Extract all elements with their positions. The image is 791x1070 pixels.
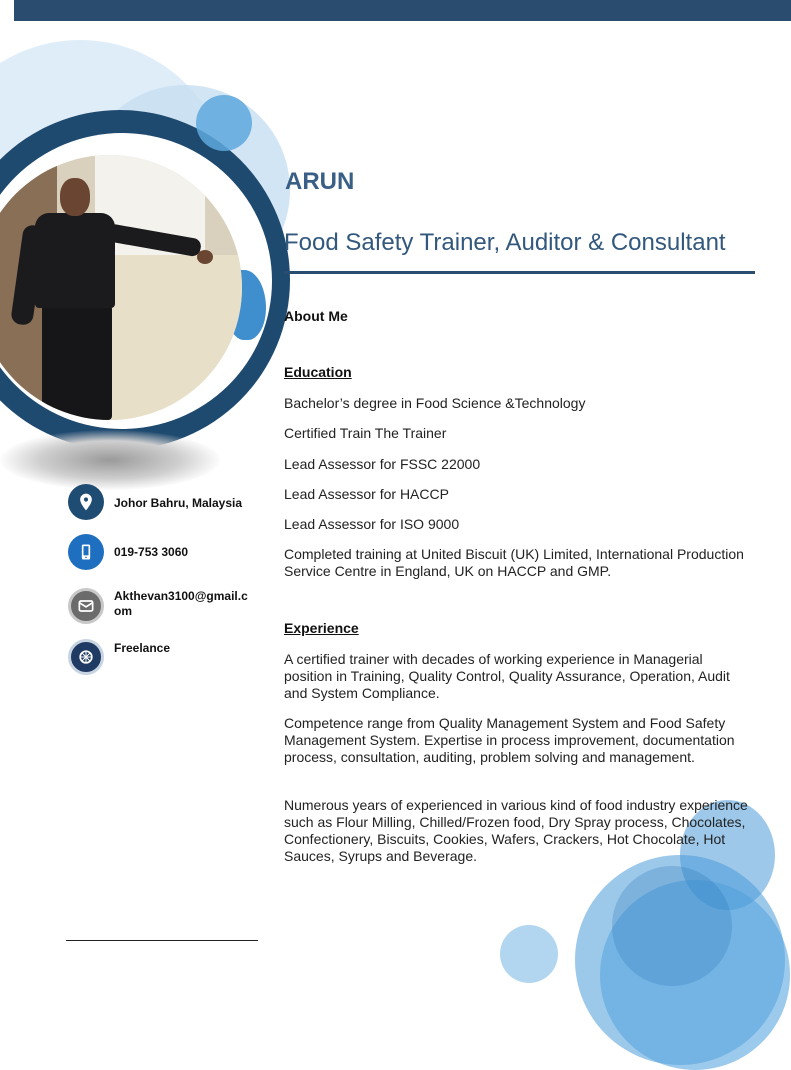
contact-location bbox=[68, 484, 252, 520]
education-item: Lead Assessor for FSSC 22000 bbox=[284, 456, 481, 472]
map-pin-icon bbox=[68, 484, 104, 520]
education-item: Lead Assessor for ISO 9000 bbox=[284, 516, 460, 532]
education-heading: Education bbox=[284, 364, 352, 380]
photo-person bbox=[35, 213, 115, 308]
experience-paragraph: A certified trainer with decades of working experience in Managerial position in Training, Quality Control, Quality Assurance, Operation, Audit and System Compliance. bbox=[284, 651, 730, 701]
decor-bubble bbox=[612, 866, 732, 986]
divider bbox=[66, 940, 258, 941]
experience-paragraph: Numerous years of experienced in various kind of food industry experience such as Flour Milling, Chilled/Frozen food, Dry Spray process, Chocolates, Confectionery, Biscuits, Cookies, Wafers, Crackers, Hot Chocolate, Hot Sauces, Syrups and Beverage. bbox=[284, 797, 748, 864]
candidate-role: Food Safety Trainer, Auditor & Consultant bbox=[284, 229, 726, 256]
education-item: Certified Train The Trainer bbox=[284, 425, 447, 441]
experience-heading: Experience bbox=[284, 620, 359, 636]
education-item: Bachelor’s degree in Food Science &Technology bbox=[284, 395, 586, 411]
divider bbox=[284, 271, 755, 274]
briefcase-icon bbox=[68, 639, 104, 675]
candidate-name: ARUN bbox=[285, 168, 355, 195]
work-text: Freelance bbox=[114, 641, 171, 655]
decor-shadow bbox=[0, 430, 220, 490]
location-text: Johor Bahru, Malaysia bbox=[114, 496, 243, 510]
experience-paragraph: Competence range from Quality Management System and Food Safety Management System. Expertise in process improvement, documentation process, consultation, auditing, problem solving and management. bbox=[284, 715, 735, 765]
phone-text: 019-753 3060 bbox=[114, 545, 189, 559]
photo-person bbox=[60, 178, 90, 216]
education-item: Lead Assessor for HACCP bbox=[284, 486, 449, 502]
email-link[interactable]: Akthevan3100@gmail.com bbox=[114, 589, 248, 618]
about-heading: About Me bbox=[284, 308, 348, 324]
photo-person bbox=[42, 305, 112, 420]
contact-work bbox=[68, 639, 252, 675]
education-item: Completed training at United Biscuit (UK) Limited, International Production Service Centre in England, UK on HACCP and GMP. bbox=[284, 546, 744, 579]
decor-bubble bbox=[500, 925, 558, 983]
photo-person bbox=[197, 250, 213, 264]
top-banner bbox=[14, 0, 791, 21]
decor-bubble bbox=[196, 95, 252, 151]
contact-phone bbox=[68, 534, 252, 570]
contact-email bbox=[68, 588, 252, 624]
envelope-icon bbox=[68, 588, 104, 624]
phone-icon bbox=[68, 534, 104, 570]
